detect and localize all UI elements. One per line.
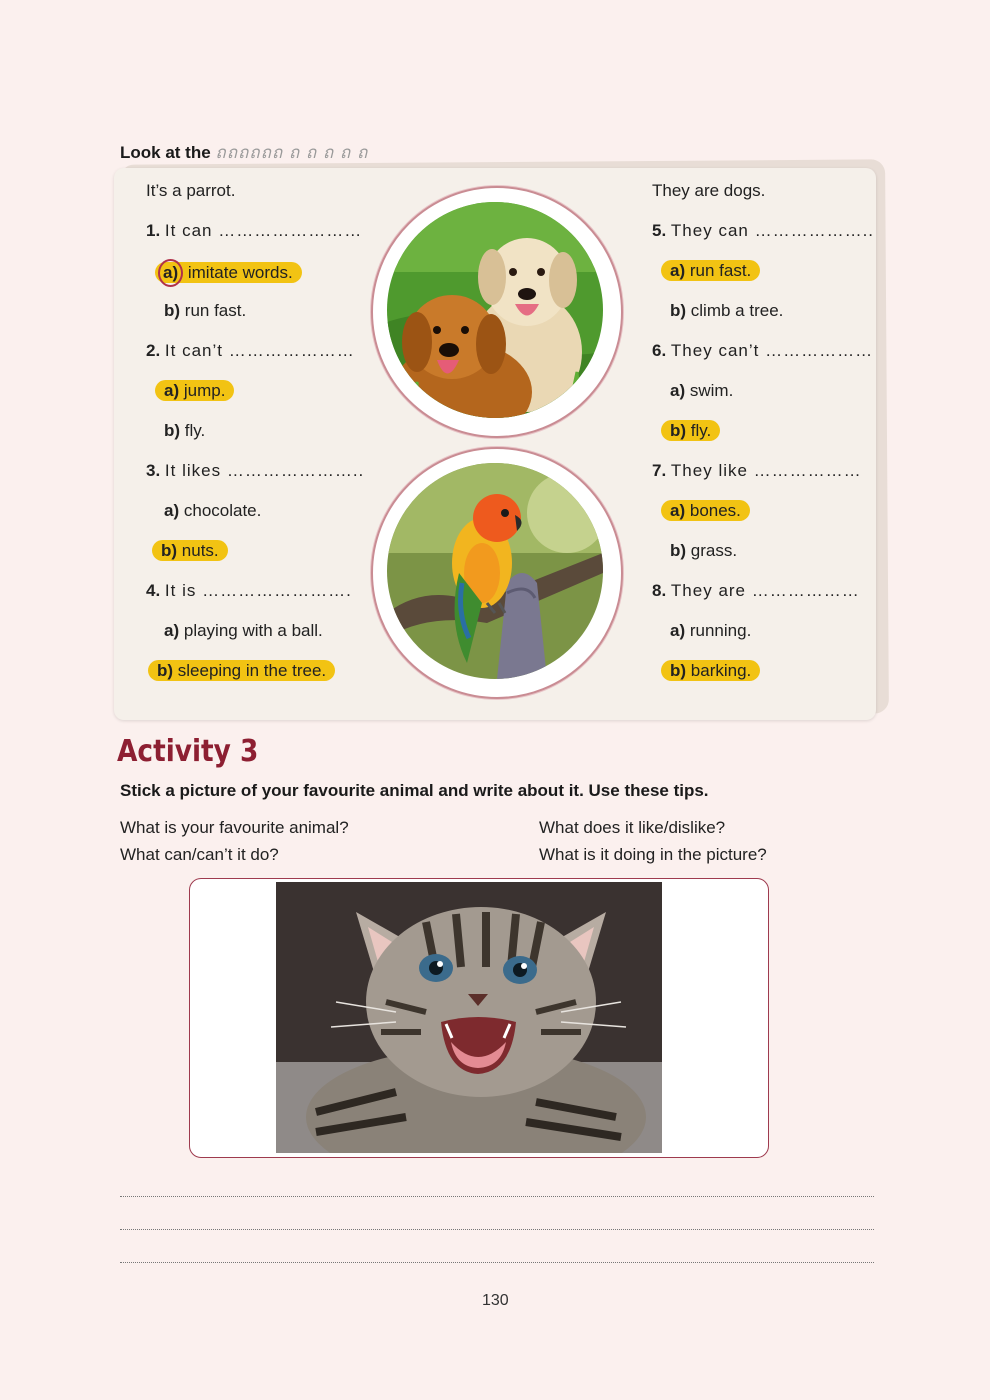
kitten-photo — [276, 882, 662, 1153]
question-3: 3. It likes ………………….. — [146, 461, 365, 480]
dogs-intro: They are dogs. — [652, 181, 766, 200]
exercise-instruction: Look at the ถถถถถถ ถ ถ ถ ถ ถ — [120, 143, 369, 162]
dogs-photo — [387, 202, 603, 418]
page-number: 130 — [482, 1292, 509, 1309]
question-6: 6. They can’t ……………… — [652, 341, 874, 360]
answer-1a[interactable]: a) imitate words. — [155, 259, 302, 287]
answer-6a[interactable]: a) swim. — [670, 381, 734, 400]
parrot-photo — [387, 463, 603, 679]
tip-like-dislike: What does it like/dislike? — [539, 818, 726, 837]
question-4: 4. It is ……………………. — [146, 581, 352, 600]
writing-line-3[interactable] — [120, 1262, 874, 1263]
activity-instruction: Stick a picture of your favourite animal and write about it. Use these tips. — [120, 781, 709, 800]
answer-2a[interactable]: a) jump. — [155, 379, 234, 403]
activity-title: Activity 3 — [117, 734, 259, 769]
answer-8a[interactable]: a) running. — [670, 621, 752, 640]
answer-8b[interactable]: b) barking. — [661, 659, 760, 683]
answer-4a[interactable]: a) playing with a ball. — [164, 621, 323, 640]
question-1: 1. It can …………………… — [146, 221, 363, 240]
answer-3b[interactable]: b) nuts. — [152, 539, 228, 563]
answer-2b[interactable]: b) fly. — [164, 421, 206, 440]
writing-line-1[interactable] — [120, 1196, 874, 1197]
answer-1b[interactable]: b) run fast. — [164, 301, 247, 320]
writing-line-2[interactable] — [120, 1229, 874, 1230]
parrot-intro: It’s a parrot. — [146, 181, 236, 200]
answer-5b[interactable]: b) climb a tree. — [670, 301, 784, 320]
answer-7b[interactable]: b) grass. — [670, 541, 738, 560]
question-7: 7. They like ……………… — [652, 461, 862, 480]
question-2: 2. It can’t ………………… — [146, 341, 355, 360]
answer-4b[interactable]: b) sleeping in the tree. — [148, 659, 335, 683]
answer-7a[interactable]: a) bones. — [661, 499, 750, 523]
answer-5a[interactable]: a) run fast. — [661, 259, 760, 283]
tip-favourite-animal: What is your favourite animal? — [120, 818, 349, 837]
question-5: 5. They can ……………….. — [652, 221, 875, 240]
parrot-photo-frame — [371, 447, 623, 699]
tip-can-cant: What can/can’t it do? — [120, 845, 279, 864]
answer-6b[interactable]: b) fly. — [661, 419, 720, 443]
question-8: 8. They are ……………… — [652, 581, 860, 600]
dogs-photo-frame — [371, 186, 623, 438]
answer-3a[interactable]: a) chocolate. — [164, 501, 262, 520]
tip-doing: What is it doing in the picture? — [539, 845, 767, 864]
